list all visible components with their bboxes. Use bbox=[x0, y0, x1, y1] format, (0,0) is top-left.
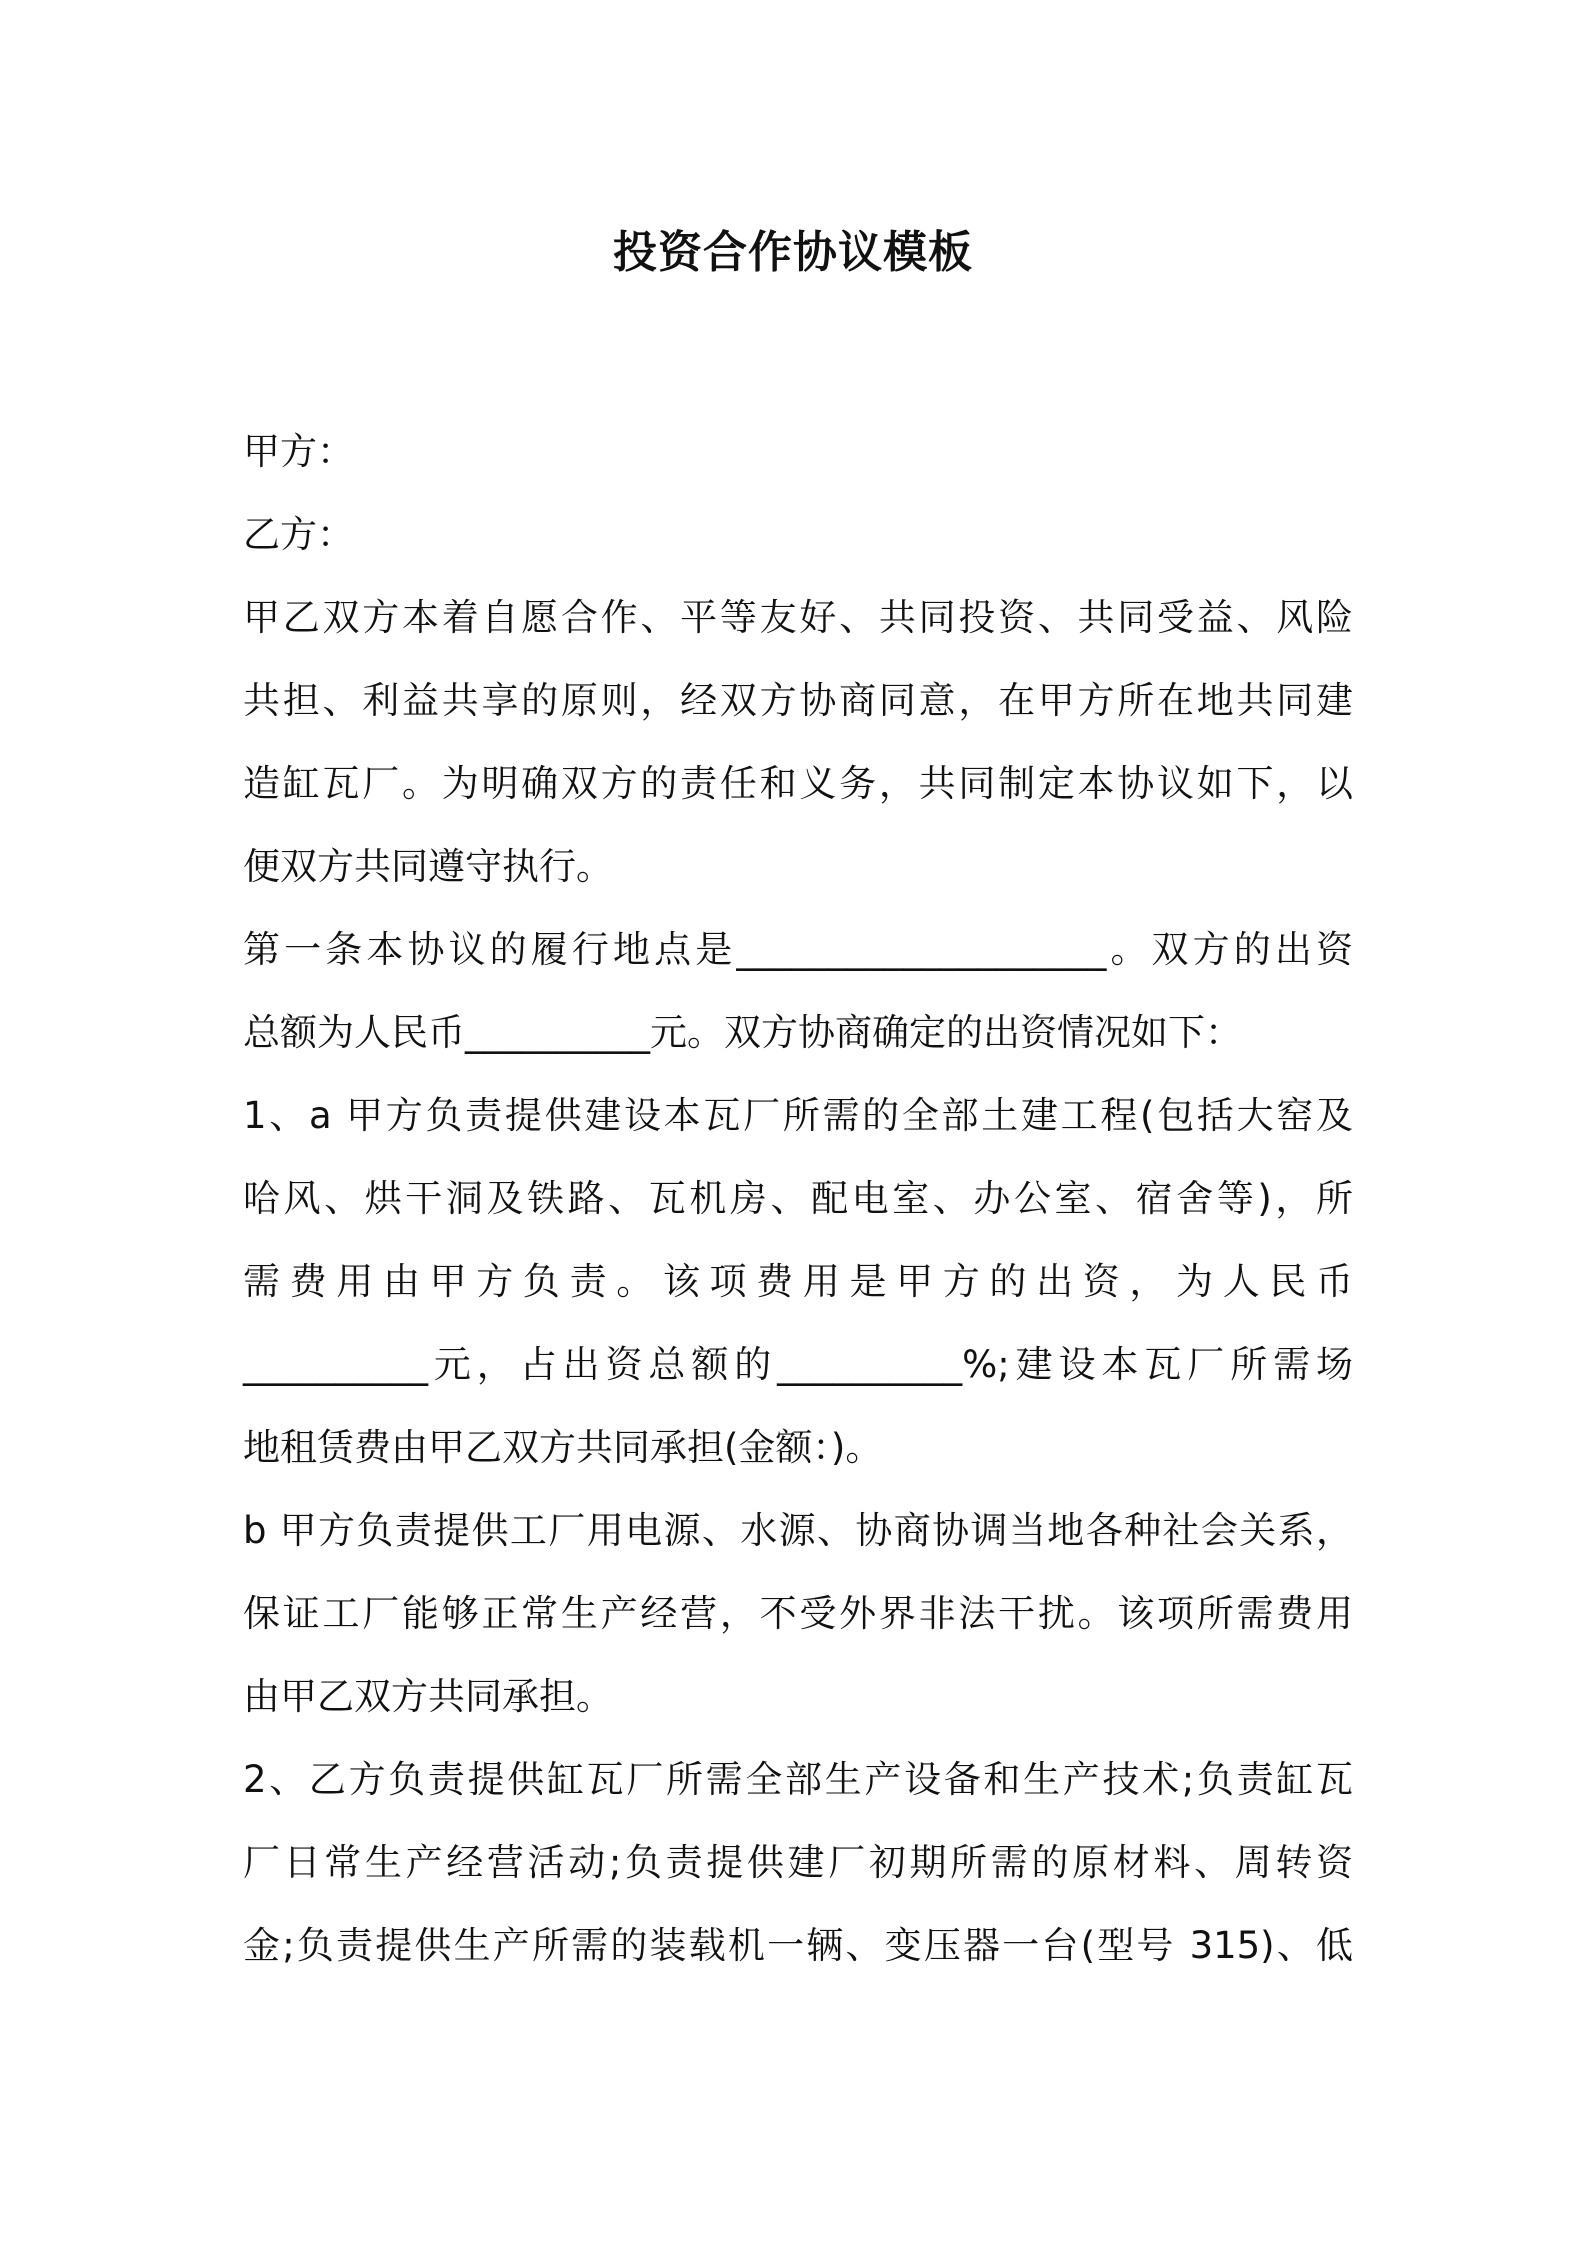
party-b-label: 乙方： bbox=[243, 513, 354, 556]
text-line: 共担、利益共享的原则，经双方协商同意，在甲方所在地共同建 bbox=[243, 679, 1353, 722]
document-body bbox=[243, 410, 1353, 1987]
text-line: 哈风、烘干洞及铁路、瓦机房、配电室、办公室、宿舍等)，所 bbox=[243, 1177, 1353, 1220]
text-line: 金;负责提供生产所需的装载机一辆、变压器一台(型号 315)、低 bbox=[243, 1924, 1353, 1967]
paragraph-article-1 bbox=[243, 908, 1353, 1074]
text-line: 由甲乙双方共同承担。 bbox=[243, 1675, 613, 1718]
text-line: 便双方共同遵守执行。 bbox=[243, 845, 613, 888]
text-line: 地租赁费由甲乙双方共同承担(金额：)。 bbox=[243, 1426, 883, 1469]
paragraph-clause-1a bbox=[243, 1074, 1353, 1489]
text-line: b 甲方负责提供工厂用电源、水源、协商协调当地各种社会关系， bbox=[243, 1509, 1353, 1552]
text-line: 保证工厂能够正常生产经营，不受外界非法干扰。该项所需费用 bbox=[243, 1592, 1353, 1635]
paragraph-preamble bbox=[243, 576, 1353, 908]
paragraph-clause-2 bbox=[243, 1738, 1353, 1987]
text-line: 第一条本协议的履行地点是____________________。双方的出资 bbox=[243, 928, 1353, 971]
text-line: 总额为人民币__________元。双方协商确定的出资情况如下： bbox=[243, 1011, 1242, 1054]
text-line: __________元，占出资总额的__________%;建设本瓦厂所需场 bbox=[243, 1343, 1353, 1386]
party-a-label: 甲方： bbox=[243, 430, 354, 473]
text-line: 2、乙方负责提供缸瓦厂所需全部生产设备和生产技术;负责缸瓦 bbox=[243, 1758, 1353, 1801]
text-line: 需费用由甲方负责。该项费用是甲方的出资，为人民币 bbox=[243, 1260, 1353, 1303]
document-title: 投资合作协议模板 bbox=[613, 227, 973, 278]
paragraph-clause-1b bbox=[243, 1489, 1353, 1738]
text-line: 1、a 甲方负责提供建设本瓦厂所需的全部土建工程(包括大窑及 bbox=[243, 1094, 1353, 1137]
text-line: 厂日常生产经营活动;负责提供建厂初期所需的原材料、周转资 bbox=[243, 1841, 1353, 1884]
text-line: 造缸瓦厂。为明确双方的责任和义务，共同制定本协议如下，以 bbox=[243, 762, 1353, 805]
text-line: 甲乙双方本着自愿合作、平等友好、共同投资、共同受益、风险 bbox=[243, 596, 1353, 639]
